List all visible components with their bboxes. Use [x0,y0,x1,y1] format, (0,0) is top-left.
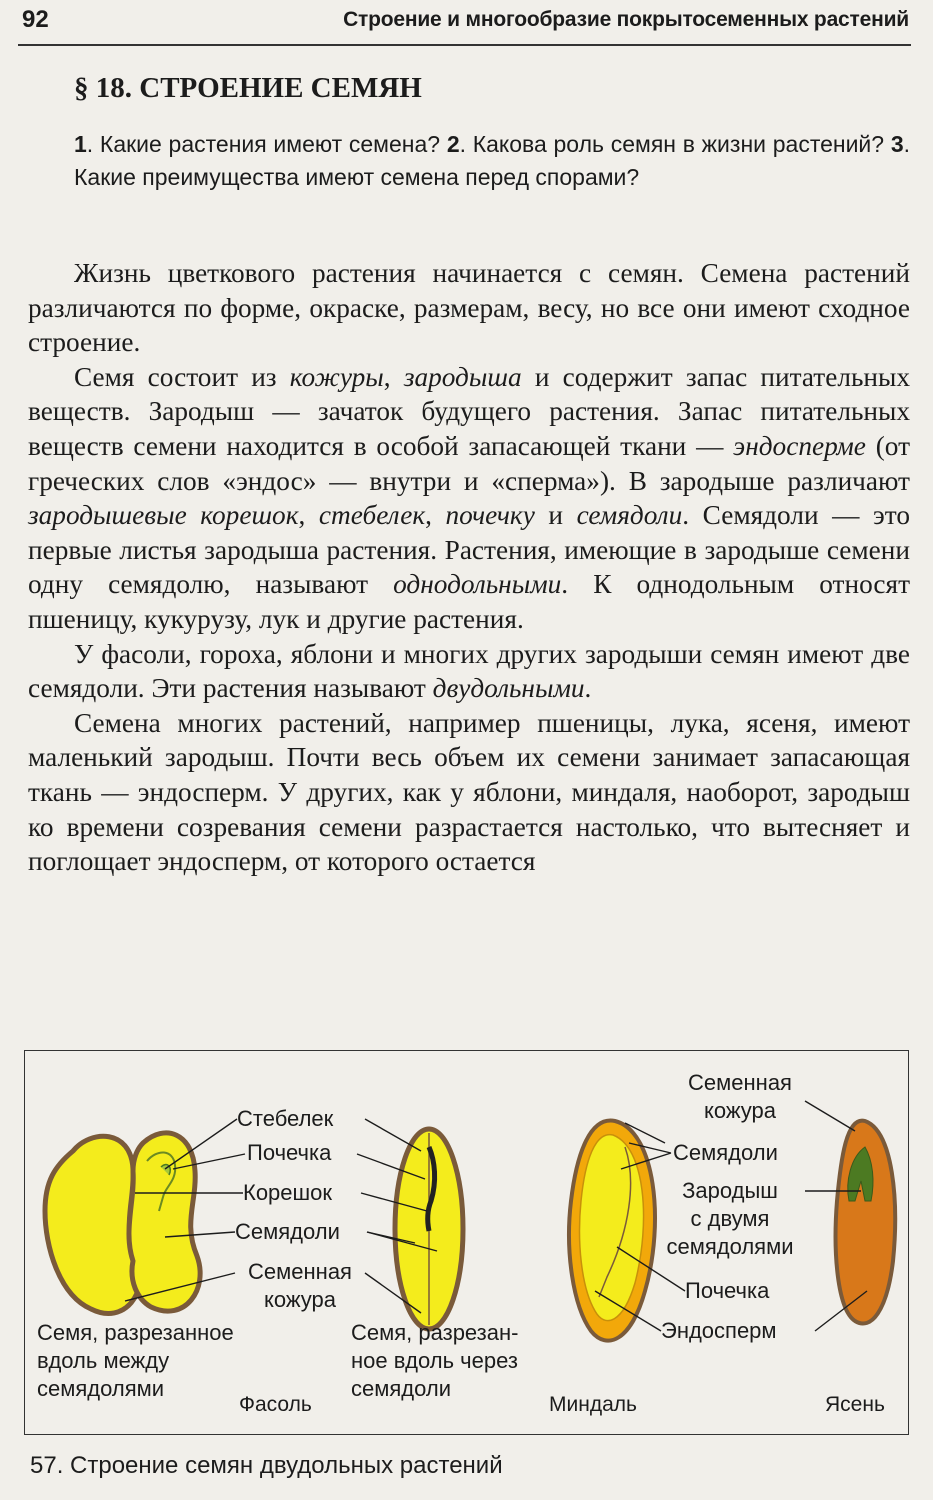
sublabel-between-line3: семядолями [37,1376,165,1401]
label-r-seed-coat [665,1069,815,1125]
p3-a: У фасоли, гороха, яблони и многих других зародыши семян имеют две семядоли. Эти растения называют [28,638,910,704]
bean-seed-section [395,1129,463,1329]
label-cotyledons: Семядоли [235,1219,340,1244]
sublabel-through-line3: семядоли [351,1376,451,1401]
almond-seed [569,1121,655,1341]
p2-f: , [425,500,432,531]
figure-57-frame [24,1050,909,1435]
questions-paragraph: 1. Какие растения имеют семена? 2. Какова роль семян в жизни растений? 3. Какие преимущества имеют семена перед спорами? [74,131,910,190]
p2-a: Семя состоит из [74,361,277,392]
paragraph-1: Жизнь цветкового растения начинается с семян. Семена растений различаются по форме, окраске, размерам, весу, но все они имеют сходное строение. [28,258,910,358]
term-endosperm: эндосперме [733,430,866,461]
label-seed-coat-line2: кожура [263,1287,337,1312]
review-questions [74,128,910,194]
p2-c: и содержит запас питательных веществ. Зародыш — зачаток будущего растения. Запас питательных веществ семени находится в особой запасающей ткани — [28,361,911,461]
label-r-embryo [655,1177,805,1261]
question-3: Какие преимущества имеют семена перед спорами? [74,164,640,190]
paragraph-3 [28,637,910,706]
section-title: § 18. СТРОЕНИЕ СЕМЯН [74,72,422,104]
paragraph-2 [28,360,910,637]
question-2: Какова роль семян в жизни растений? [472,131,885,157]
sublabel-between [37,1319,234,1403]
question-1: Какие растения имеют семена? [99,131,441,157]
plant-bean: Фасоль [239,1393,312,1416]
term-odnodolnye: однодольными [393,569,562,600]
sublabel-through-line1: Семя, разрезан- [351,1320,519,1345]
running-title: Строение и многообразие покрытосеменных растений [343,8,909,31]
sublabel-between-line2: вдоль между [37,1348,170,1373]
question-number-1: 1 [74,131,87,157]
label-r-embryo-line3: семядолями [666,1234,794,1259]
p3-b: . [584,673,592,704]
p2-h: . Семядоли — это первые листья зародыша растения. Растения, имеющие в зародыше семени одну семядолю, называют [28,500,910,600]
body-text [28,256,910,879]
sublabel-between-line1: Семя, разрезанное [37,1320,234,1345]
term-zarodysh: зародыша [403,361,522,392]
term-semyadoli: семядоли [576,500,683,531]
term-dvudolnye: двудольными [432,673,585,704]
label-stem: Стебелек [237,1106,334,1131]
label-r-embryo-line1: Зародыш [682,1178,778,1203]
label-r-endosperm: Эндосперм [661,1318,777,1343]
label-r-seed-coat-line1: Семенная [688,1070,792,1095]
page-header [0,0,933,50]
label-root: Корешок [243,1180,333,1205]
term-koreshok: зародышевые корешок [28,500,299,531]
label-r-bud: Почечка [685,1278,770,1303]
term-pochechka: почечку [445,500,535,531]
header-rule [18,44,911,46]
p2-e: , [298,500,306,531]
label-r-seed-coat-line2: кожура [703,1098,777,1123]
p2-b: , [383,361,391,392]
paragraph-4: Семена многих растений, например пшеницы, лука, ясеня, имеют маленький зародыш. Почти весь объем их семени занимает запасающая ткань — эндосперм. У других, как у яблони, миндаля, наоборот, зародыш ко времени созревания семени разрастается настолько, что вытесняет и поглощает эндосперм, от которого остается [28,707,910,877]
p2-i: . К однодольным относят пшеницу, кукурузу, лук и другие растения. [28,569,911,634]
plant-almond: Миндаль [549,1393,637,1416]
label-seed-coat-line1: Семенная [248,1259,352,1284]
term-kozhura: кожуры [289,361,384,392]
term-stebelek: стебелек [318,500,426,531]
label-r-cotyledons: Семядоли [673,1140,778,1165]
p2-g: и [548,500,564,531]
label-bud: Почечка [247,1140,332,1165]
p2-d: (от греческих слов «эндос» — внутри и «сперма»). В зародыше различают [28,430,911,496]
sublabel-through [351,1319,518,1403]
plant-ash: Ясень [825,1393,885,1416]
figure-caption: 57. Строение семян двудольных растений [30,1452,503,1479]
label-r-embryo-line2: с двумя [690,1206,770,1231]
sublabel-through-line2: ное вдоль через [351,1348,518,1373]
question-number-2: 2 [446,131,460,157]
question-number-3: 3 [890,131,904,157]
label-seed-coat [235,1258,365,1314]
bean-half-left [45,1136,140,1313]
page-number: 92 [22,6,49,33]
